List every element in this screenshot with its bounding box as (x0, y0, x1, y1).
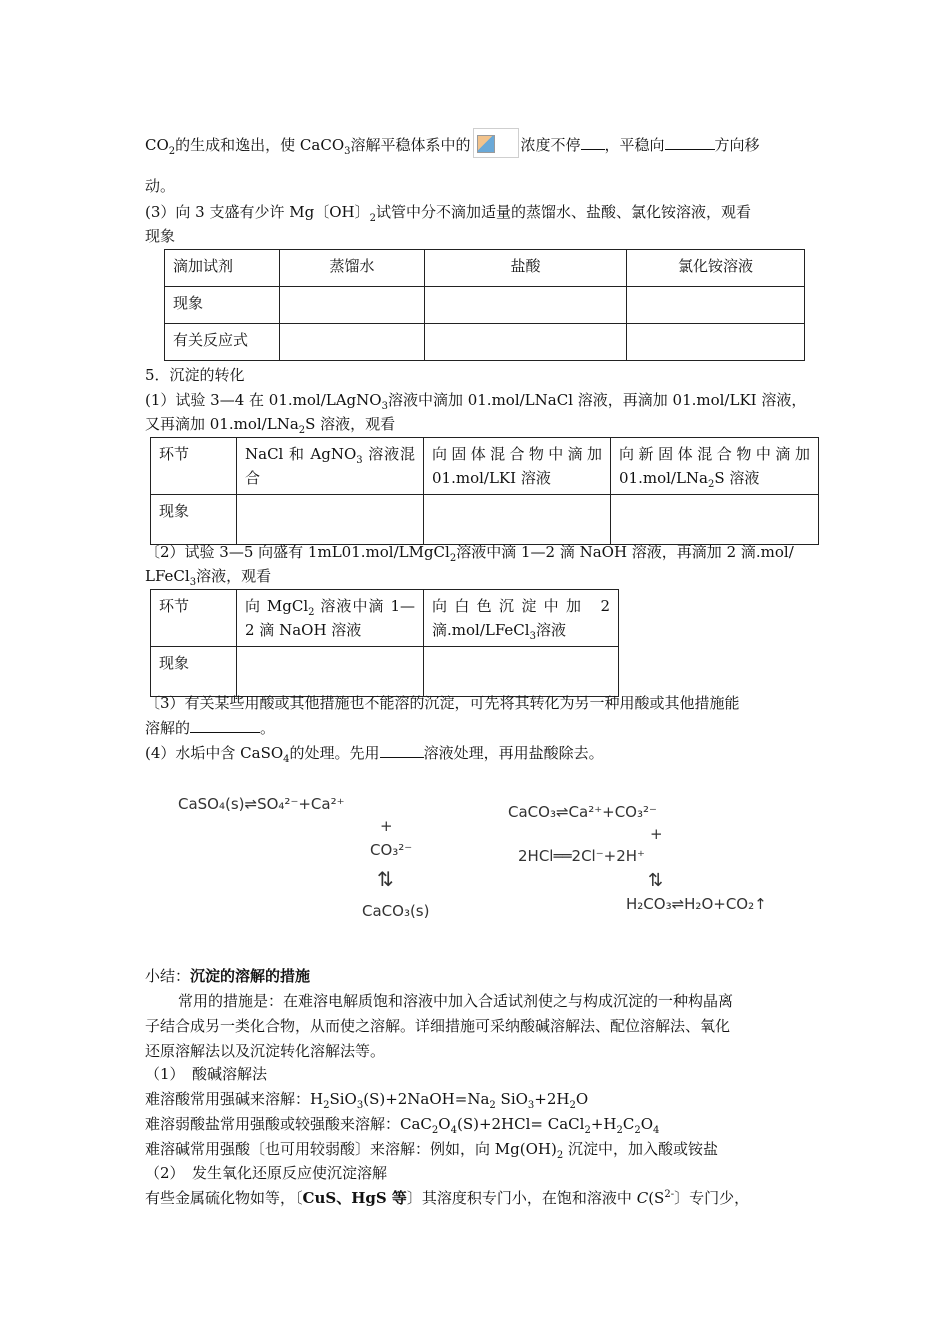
text: 方向移 (714, 136, 760, 154)
table-cell[interactable] (424, 495, 611, 545)
table-header: 滴加试剂 (165, 250, 280, 287)
table-cell: 现象 (165, 287, 280, 324)
equilibrium-arrow-icon: ⇅ (377, 867, 394, 891)
text: LFeCl (145, 567, 190, 585)
text: 溶解平稳体系中的 (350, 136, 471, 154)
table-header: 向新固体混合物中滴加 01.mol/LNa$_2$S 溶液 (611, 438, 819, 495)
text: (4）水垢中含 CaSO (145, 744, 284, 762)
section-5-heading: 5．沉淀的转化 (145, 366, 245, 384)
text: 溶液，观看 (196, 567, 272, 585)
table-cell[interactable] (611, 495, 819, 545)
equation-line: CO₃²⁻ (370, 841, 413, 859)
plus-sign: + (650, 825, 663, 843)
summary-paragraph: 子结合成另一类化合物，从而使之溶解。详细措施可采纳酸碱溶解法、配位溶解法、氧化 (145, 1017, 731, 1035)
experiment-3-5-cont (145, 566, 271, 586)
list-item: （2） 发生氧化还原反应使沉淀溶解 (145, 1164, 388, 1182)
equation-line: CaSO₄(s)⇌SO₄²⁻+Ca²⁺ (178, 795, 345, 813)
table-header: 向固体混合物中滴加 01.mol/LKI 溶液 (424, 438, 611, 495)
subscript: 2 (298, 425, 306, 436)
text: 试管中分不滴加适量的蒸馏水、盐酸、氯化铵溶液，观看 (375, 203, 751, 221)
blank-4[interactable] (380, 743, 424, 758)
table-row (151, 438, 819, 495)
equation-image-right (500, 795, 810, 925)
table-header: 环节 (151, 590, 237, 647)
experiment-3-4-cont (145, 414, 395, 434)
table-cell: 有关反应式 (165, 324, 280, 361)
text: 。 (260, 719, 276, 737)
table-cell[interactable] (424, 647, 619, 697)
table-cell: 现象 (151, 647, 237, 697)
table-cell[interactable] (237, 495, 424, 545)
experiment-3-5 (145, 542, 794, 562)
equation-line: 2HCl══2Cl⁻+2H⁺ (518, 847, 645, 865)
text: 〔2）试验 3—5 向盛有 1mL01.mol/LMgCl (145, 543, 450, 561)
table-cell[interactable] (280, 287, 425, 324)
subscript: 2 (369, 213, 376, 224)
text: ，平稳向 (604, 136, 665, 154)
table-header: 向白色沉淀中加 2 滴.mol/LFeCl$_3$溶液 (424, 590, 619, 647)
equilibrium-arrow-icon: ⇅ (648, 870, 664, 891)
paragraph-3-cont (145, 718, 275, 738)
equation-text: 难溶酸常用强碱来溶解：$H_2SiO_3(S)+2NaOH=Na_2$ $SiO_3+2H_2O$ (145, 1090, 589, 1111)
text: CO (145, 136, 169, 154)
summary-paragraph: 有些金属硫化物如等，〔CuS、HgS 等〕其溶度积专门小，在饱和溶液中 $C(S^{2-}$〕专门少， (145, 1189, 750, 1207)
paragraph-caco3-dissolution (145, 128, 760, 158)
table-header: 环节 (151, 438, 237, 495)
table-header: 向 MgCl$_2$ 溶液中滴 1— 2 滴 NaOH 溶液 (237, 590, 424, 647)
table-row (151, 590, 619, 647)
table-mgcl2-fecl3 (150, 589, 619, 697)
equation-text: 难溶弱酸盐常用强酸或较强酸来溶解：$CaC_2O_4(S)+2HCl=$ $CaCl_2+H_2C_2O_4$ (145, 1115, 660, 1136)
table-mgoh2-observations (164, 249, 805, 361)
text: 溶液中滴 1—2 滴 NaOH 溶液，再滴加 2 滴.mol/ (456, 543, 794, 561)
equation-text: 难溶碱常用强酸〔也可用较弱酸〕来溶解：例如，向 $Mg(OH)_2$ 沉淀中，加入酸或铵盐 (145, 1140, 718, 1161)
experiment-3-4 (145, 390, 806, 410)
table-cell[interactable] (237, 647, 424, 697)
equation-image-left (150, 785, 470, 925)
summary-paragraph: 还原溶解法以及沉淀转化溶解法等。 (145, 1042, 386, 1060)
text: 又再滴加 01.mol/LNa (145, 415, 299, 433)
question-3 (145, 202, 751, 222)
equation-line: CaCO₃⇌Ca²⁺+CO₃²⁻ (508, 803, 657, 821)
table-header: 氯化铵溶液 (627, 250, 805, 287)
subscript: 3 (381, 401, 388, 412)
table-header: 蒸馏水 (280, 250, 425, 287)
summary-title: 沉淀的溶解的措施 (190, 967, 311, 985)
question-3-cont: 现象 (145, 227, 176, 245)
text: (1）试验 3—4 在 01.mol/LAgNO (145, 391, 382, 409)
summary-paragraph: 常用的措施是：在难溶电解质饱和溶液中加入合适试剂使之与构成沉淀的一种构晶离 (178, 992, 734, 1010)
table-cell[interactable] (280, 324, 425, 361)
paragraph-4 (145, 743, 604, 763)
table-row (165, 324, 805, 361)
text: 溶液处理，再用盐酸除去。 (423, 744, 604, 762)
table-header: NaCl 和 AgNO$_3$ 溶液混 合 (237, 438, 424, 495)
list-item: （1） 酸碱溶解法 (145, 1065, 268, 1083)
subscript: 4 (283, 754, 290, 765)
summary-heading (145, 966, 310, 986)
table-row (165, 250, 805, 287)
plus-sign: + (380, 817, 393, 835)
subscript: 3 (189, 577, 197, 588)
text: 的处理。先用 (289, 744, 380, 762)
blank-1[interactable] (581, 135, 605, 150)
text: S 溶液，观看 (305, 415, 396, 433)
table-header: 盐酸 (425, 250, 627, 287)
text: 溶液中滴加 01.mol/LNaCl 溶液，再滴加 01.mol/LKI 溶液， (387, 391, 807, 409)
table-row (165, 287, 805, 324)
subscript: 3 (344, 146, 351, 157)
text: 的生成和逸出，使 CaCO (175, 136, 345, 154)
text: (3）向 3 支盛有少许 Mg〔OH〕 (145, 203, 370, 221)
subscript: 2 (449, 553, 457, 564)
text: 小结： (145, 967, 191, 985)
text: 浓度不停 (520, 136, 581, 154)
table-cell[interactable] (627, 324, 805, 361)
table-cell: 现象 (151, 495, 237, 545)
paragraph-3: 〔3）有关某些用酸或其他措施也不能溶的沉淀，可先将其转化为另一种用酸或其他措施能 (145, 694, 740, 712)
table-cell[interactable] (425, 324, 627, 361)
table-row (151, 495, 819, 545)
broken-image-icon (473, 128, 519, 158)
blank-2[interactable] (665, 135, 715, 150)
equation-line: H₂CO₃⇌H₂O+CO₂↑ (626, 895, 767, 913)
table-row (151, 647, 619, 697)
paragraph-continuation: 动。 (145, 177, 176, 195)
subscript: 2 (168, 146, 176, 157)
equation-line: CaCO₃(s) (362, 902, 430, 920)
blank-3[interactable] (190, 718, 260, 733)
table-cell[interactable] (425, 287, 627, 324)
table-precipitate-conversion (150, 437, 819, 545)
table-cell[interactable] (627, 287, 805, 324)
text: 溶解的 (145, 719, 191, 737)
